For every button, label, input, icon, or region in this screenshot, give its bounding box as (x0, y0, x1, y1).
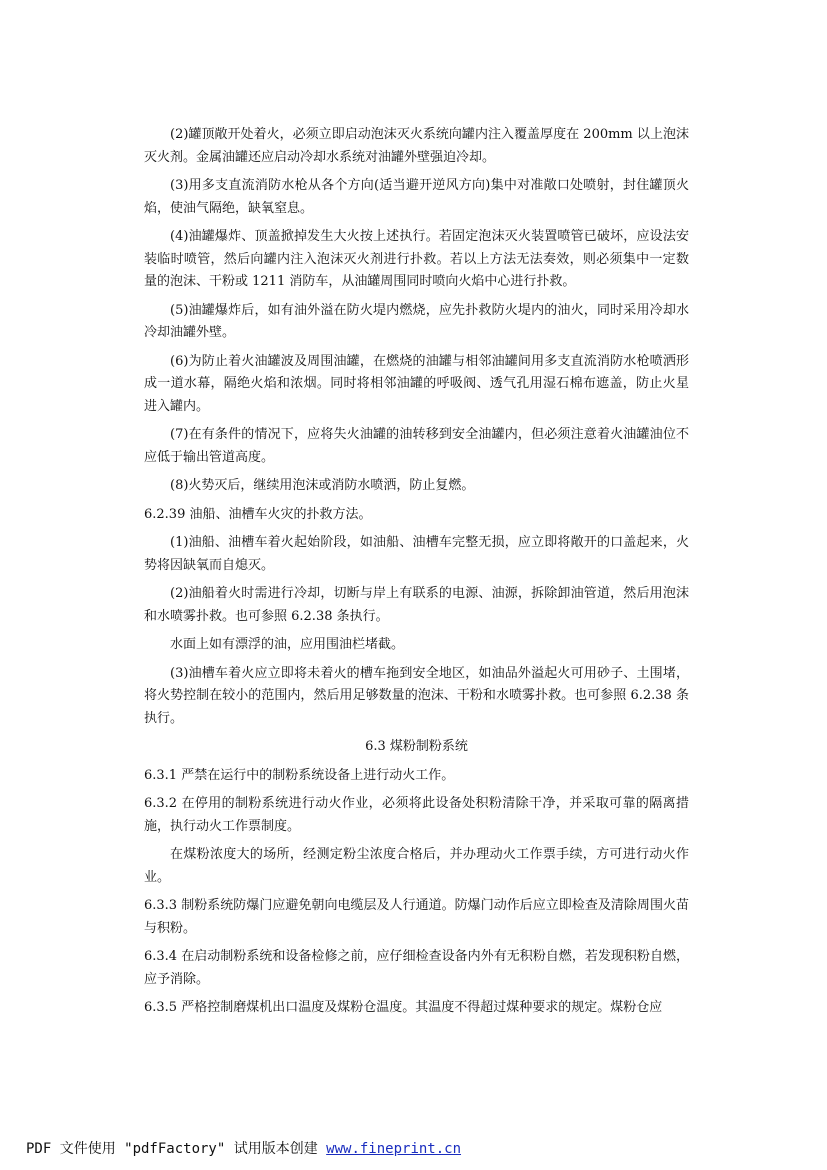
section-heading: 6.3 煤粉制粉系统 (365, 739, 468, 754)
paragraph: 水面上如有漂浮的油，应用围油栏堵截。 (170, 637, 405, 652)
paragraph: (7)在有条件的情况下，应将失火油罐的油转移到安全油罐内，但必须注意着火油罐油位不应低于输出管道高度。 (144, 427, 689, 465)
paragraph: (3)用多支直流消防水枪从各个方向(适当避开逆风方向)集中对准敞口处喷射，封住罐顶火焰，使油气隔绝，缺氧窒息。 (144, 178, 689, 216)
clause-paragraph: 6.3.5 严格控制磨煤机出口温度及煤粉仓温度。其温度不得超过煤种要求的规定。煤粉仓应 (144, 1000, 663, 1015)
paragraph: (1)油船、油槽车着火起始阶段，如油船、油槽车完整无损，应立即将敞开的口盖起来，火势将因缺氧而自熄灭。 (144, 535, 689, 573)
paragraph: (5)油罐爆炸后，如有油外溢在防火堤内燃烧，应先扑救防火堤内的油火，同时采用冷却水冷却油罐外壁。 (144, 302, 689, 340)
paragraph: (2)罐顶敞开处着火，必须立即启动泡沫灭火系统向罐内注入覆盖厚度在 200mm 以上泡沫灭火剂。金属油罐还应启动冷却水系统对油罐外壁强迫冷却。 (144, 127, 689, 165)
clause-paragraph: 6.2.39 油船、油槽车火灾的扑救方法。 (144, 506, 372, 522)
paragraph: (4)油罐爆炸、顶盖掀掉发生大火按上述执行。若固定泡沫灭火装置喷管已破坏，应设法安装临时喷管，然后向罐内注入泡沫灭火剂进行扑救。若以上方法无法奏效，则必须集中一定数量的泡沫、干粉或 1211 消防车，从油罐周围同时喷向火焰中心进行扑救。 (144, 229, 689, 289)
clause-paragraph: 6.3.3 制粉系统防爆门应避免朝向电缆层及人行通道。防爆门动作后应立即检查及清除周围火苗与积粉。 (144, 898, 689, 936)
clause-paragraph: 6.3.2 在停用的制粉系统进行动火作业，必须将此设备处积粉清除干净，并采取可靠的隔离措施，执行动火工作票制度。 (144, 796, 689, 834)
pdf-factory-footer (26, 1138, 461, 1158)
clause-paragraph: 6.3.1 严禁在运行中的制粉系统设备上进行动火工作。 (144, 767, 455, 783)
paragraph: (8)火势灭后，继续用泡沫或消防水喷洒，防止复燃。 (170, 478, 475, 493)
paragraph: (6)为防止着火油罐波及周围油罐，在燃烧的油罐与相邻油罐间用多支直流消防水枪喷洒形成一道水幕，隔绝火焰和浓烟。同时将相邻油罐的呼吸阀、透气孔用湿石棉布遮盖，防止火星进入罐内。 (144, 353, 689, 414)
paragraph: 在煤粉浓度大的场所，经测定粉尘浓度合格后，并办理动火工作票手续，方可进行动火作业。 (144, 847, 689, 885)
paragraph: (3)油槽车着火应立即将未着火的槽车拖到安全地区，如油品外溢起火可用砂子、土围堵，将火势控制在较小的范围内，然后用足够数量的泡沫、干粉和水喷雾扑救。也可参照 6.2.38 条执行。 (144, 665, 689, 726)
footer-text: PDF 文件使用 "pdfFactory" 试用版本创建 (26, 1141, 327, 1157)
fineprint-link[interactable]: www.fineprint.cn (326, 1141, 462, 1157)
clause-paragraph: 6.3.4 在启动制粉系统和设备检修之前，应仔细检查设备内外有无积粉自燃，若发现积粉自燃，应予消除。 (144, 949, 689, 987)
paragraph: (2)油船着火时需进行冷却，切断与岸上有联系的电源、油源，拆除卸油管道，然后用泡沫和水喷雾扑救。也可参照 6.2.38 条执行。 (144, 586, 689, 624)
document-body (144, 124, 689, 1026)
